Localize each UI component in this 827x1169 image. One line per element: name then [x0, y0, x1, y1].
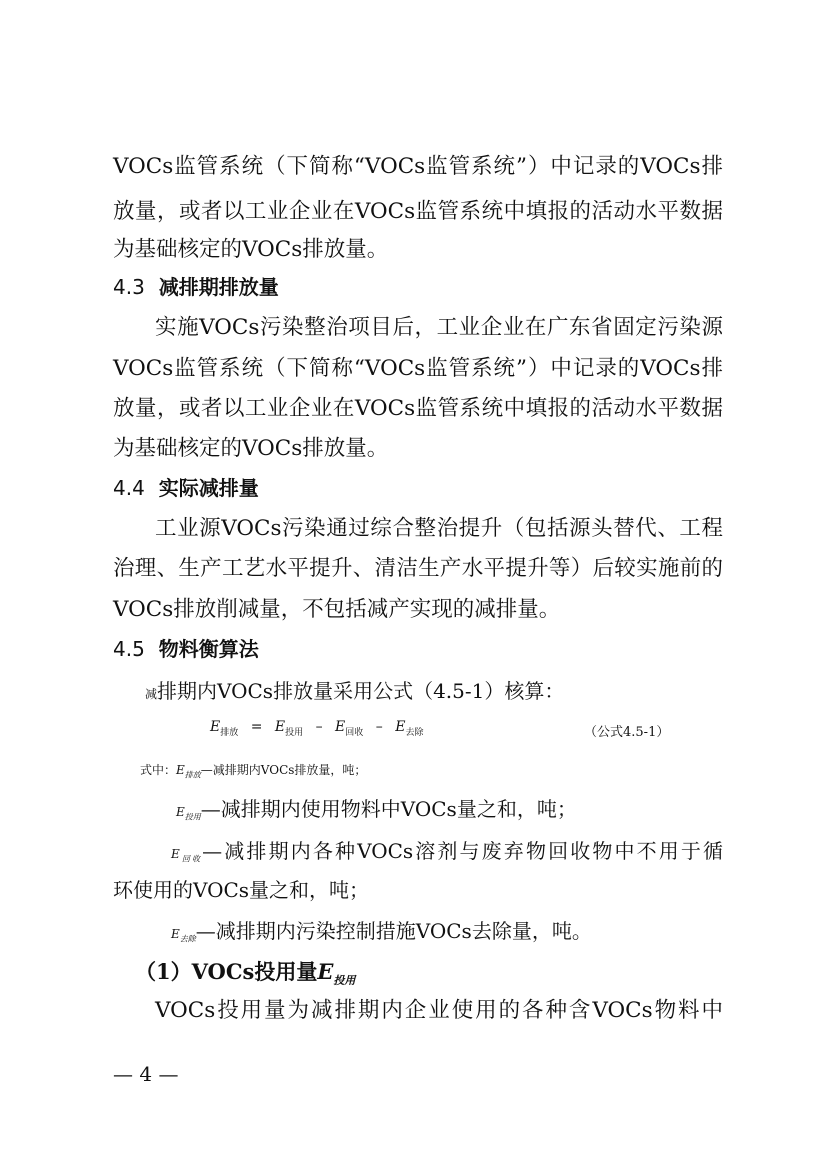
paragraph-line: 工业源VOCs污染通过综合整治提升（包括源头替代、工程	[155, 516, 723, 541]
symbol-subscript: 回收	[179, 854, 203, 864]
formula-intro	[145, 681, 564, 701]
definition-e-emit	[140, 764, 366, 779]
definition-e-input	[176, 799, 577, 821]
intro-lead-char: 减	[145, 687, 158, 701]
formula-operator: =	[250, 719, 263, 735]
symbol-letter: E	[171, 847, 180, 861]
formula-subscript: 去除	[405, 727, 424, 738]
definition-e-recover	[171, 841, 723, 863]
formula-subscript: 排放	[220, 727, 239, 738]
paragraph-line: 实施VOCs污染整治项目后，工业企业在广东省固定污染源	[155, 315, 723, 340]
section-title: 物料衡算法	[158, 637, 259, 661]
paragraph-line: 治理、生产工艺水平提升、清洁生产水平提升等）后较实施前的	[113, 556, 723, 581]
formula-symbol: E	[335, 719, 346, 735]
symbol-subscript: 投用	[184, 812, 201, 822]
section-heading-4-5	[113, 639, 259, 659]
formula-subscript: 投用	[285, 727, 304, 738]
section-heading-4-4	[113, 478, 259, 498]
symbol-subscript: 去除	[179, 934, 196, 944]
definition-symbol	[176, 805, 201, 822]
section-number: 4.4	[113, 476, 145, 500]
section-title: 实际减排量	[158, 476, 259, 500]
symbol-letter: E	[171, 927, 180, 941]
formula-symbol: E	[274, 719, 286, 735]
subsection-symbol: E	[317, 959, 334, 984]
definition-text: —减排期内使用物料中VOCs量之和，吨；	[200, 797, 577, 821]
formula-subscript: 回收	[345, 727, 364, 738]
page-number: — 4 —	[113, 1062, 179, 1086]
paragraph-line: 为基础核定的VOCs排放量。	[113, 436, 389, 461]
definition-continuation: 环使用的VOCs量之和，吨；	[113, 878, 370, 902]
section-number: 4.3	[113, 275, 145, 299]
formula-symbol: E	[395, 719, 406, 735]
symbol-letter: E	[176, 805, 185, 819]
paragraph-line: VOCs投用量为减排期内企业使用的各种含VOCs物料中	[155, 998, 723, 1023]
section-title: 减排期排放量	[158, 275, 279, 299]
section-number: 4.5	[113, 637, 145, 661]
definition-e-remove	[171, 921, 592, 943]
paragraph-line: 放量，或者以工业企业在VOCs监管系统中填报的活动水平数据	[113, 396, 723, 421]
symbol-letter: E	[176, 763, 185, 777]
paragraph-line: 放量，或者以工业企业在VOCs监管系统中填报的活动水平数据	[113, 199, 723, 224]
section-heading-4-3	[113, 277, 279, 297]
subsection-subscript: 投用	[333, 974, 356, 988]
formula-symbol: E	[210, 719, 221, 735]
definition-lead: 式中：	[140, 763, 177, 777]
definition-text: —减排期内污染控制措施VOCs去除量，吨。	[195, 919, 592, 943]
symbol-subscript: 排放	[184, 770, 201, 780]
intro-text: 排期内VOCs排放量采用公式（4.5-1）核算：	[157, 679, 565, 703]
definition-text: —减排期内各种VOCs溶剂与废弃物回收物中不用于循	[202, 839, 724, 863]
definition-symbol	[176, 763, 201, 780]
definition-symbol	[171, 847, 203, 864]
formula-operator: –	[315, 719, 323, 735]
definition-text: —减排期内VOCs排放量，吨；	[200, 763, 367, 777]
paragraph-line: VOCs监管系统（下简称“VOCs监管系统”）中记录的VOCs排	[113, 154, 723, 179]
subsection-text: （1）VOCs投用量	[135, 959, 318, 984]
formula-number: （公式4.5-1）	[584, 725, 670, 740]
paragraph-line: VOCs监管系统（下简称“VOCs监管系统”）中记录的VOCs排	[113, 356, 723, 381]
subsection-heading-1	[135, 961, 355, 986]
formula-4-5-1	[210, 720, 423, 738]
definition-symbol	[171, 927, 196, 944]
formula-operator: –	[375, 719, 383, 735]
paragraph-line: VOCs排放削减量，不包括减产实现的减排量。	[113, 597, 561, 622]
paragraph-line: 为基础核定的VOCs排放量。	[113, 237, 389, 262]
